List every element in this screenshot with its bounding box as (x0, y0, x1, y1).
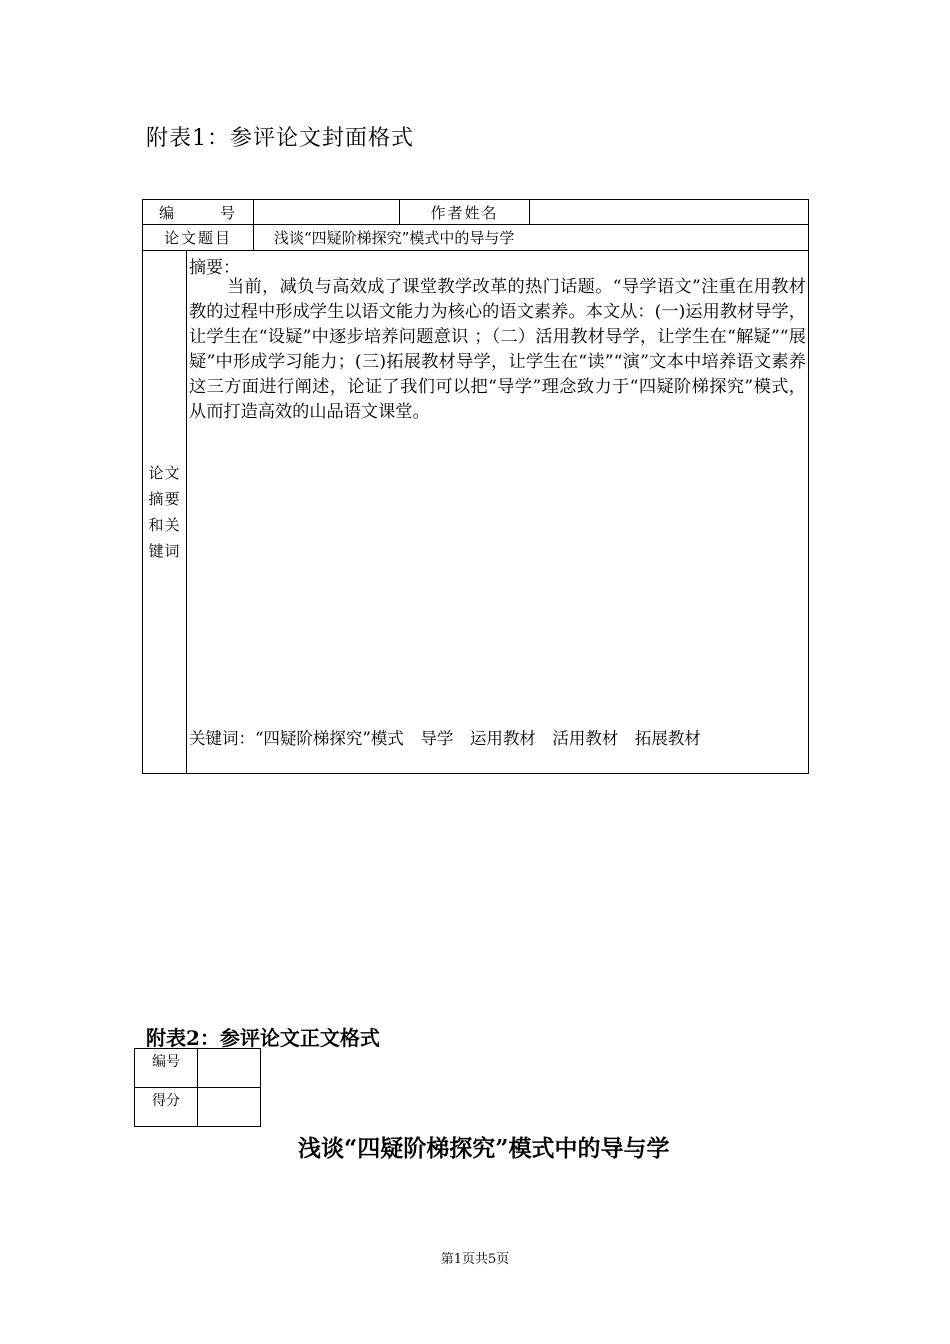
label-paper-title: 论文题目 (143, 225, 254, 251)
value-score (198, 1088, 261, 1127)
label-author: 作者姓名 (400, 200, 530, 225)
page-footer: 第1页共5页 (440, 1252, 510, 1267)
score-table (134, 1048, 261, 1127)
value-number-2 (198, 1049, 261, 1088)
label-number (143, 200, 254, 225)
essay-title: 浅谈“四疑阶梯探究”模式中的导与学 (298, 1135, 670, 1162)
label-number-2: 编号 (135, 1049, 198, 1088)
value-number (254, 200, 400, 225)
appendix2-title: 附表2：参评论文正文格式 (146, 1026, 380, 1050)
abstract-heading: 摘要： (189, 258, 240, 278)
value-author (530, 200, 809, 225)
appendix1-title: 附表1：参评论文封面格式 (146, 126, 414, 151)
value-paper-title: 浅谈“四疑阶梯探究”模式中的导与学 (254, 225, 809, 251)
label-abstract-keywords (143, 251, 187, 774)
abstract-cell (187, 251, 809, 774)
label-score: 得分 (135, 1088, 198, 1127)
label-abstract-keywords-text: 论文摘要和关键词 (148, 464, 181, 560)
keywords-line: 关键词：“四疑阶梯探究”模式 导学 运用教材 活用教材 拓展教材 (189, 729, 701, 748)
abstract-body: 当前，减负与高效成了课堂教学改革的热门话题。“导学语文”注重在用教材教的过程中形成学生以语文能力为核心的语文素养。本文从：(一)运用教材导学，让学生在“设疑”中逐步培养问题意识 ；（二）活用教材导学，让学生在“解疑”“展疑”中形成学习能力；(三)拓展教材导学，让学生在“读”“演”文本中培养语文素养这三方面进行阐述，论证了我们可以把“导学”理念致力于“四疑阶梯探究”模式，从而打造高效的山品语文课堂。 (189, 277, 806, 422)
label-number-a: 编 (158, 203, 176, 222)
cover-format-table (142, 199, 809, 774)
label-number-b: 号 (220, 203, 238, 222)
